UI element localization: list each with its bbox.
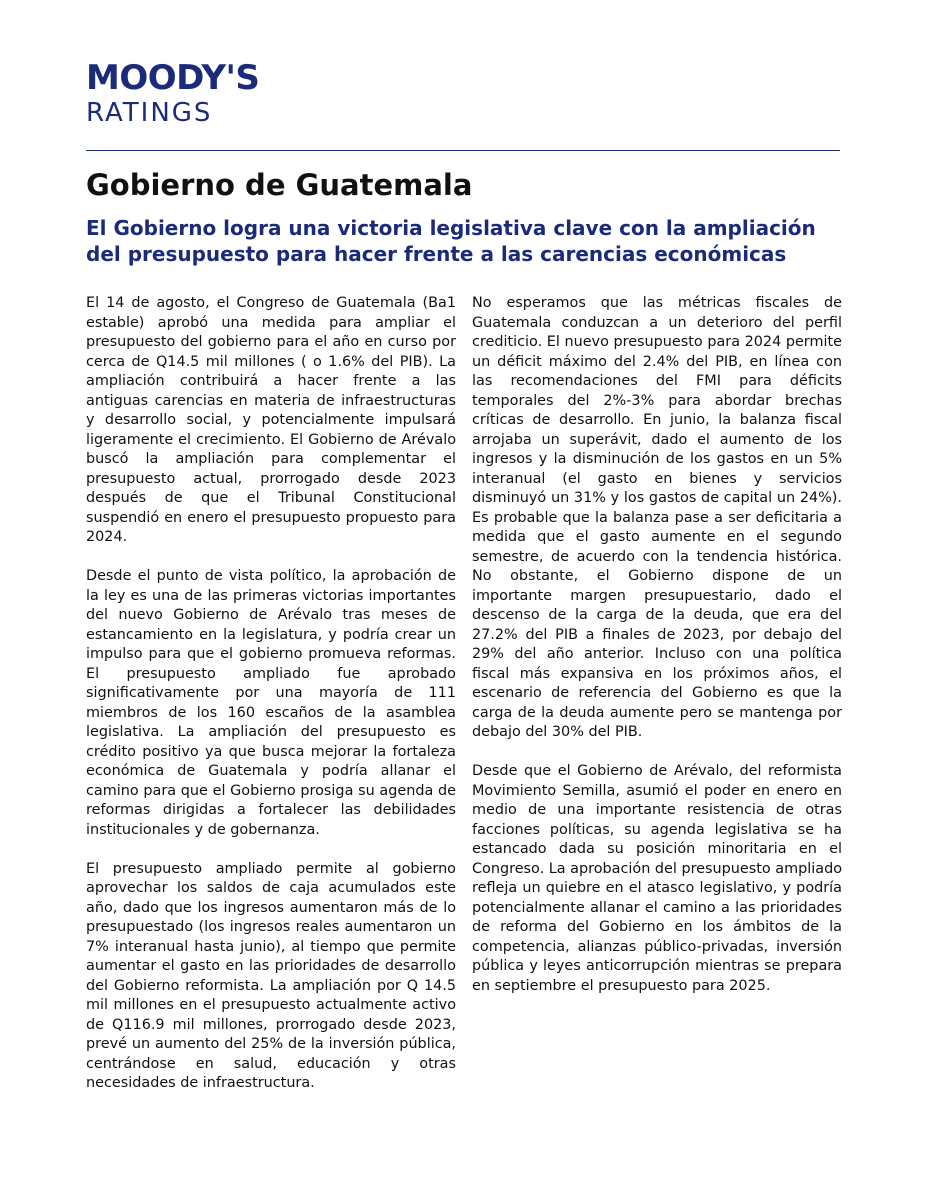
page-subtitle: El Gobierno logra una victoria legislativa clave con la ampliación del presupuesto para hacer frente a las carencias económicas: [86, 216, 816, 266]
body-paragraph: El presupuesto ampliado permite al gobierno aprovechar los saldos de caja acumulados este año, dado que los ingresos aumentaron más de lo presupuestado (los ingresos reales aumentaron un 7% interanual hasta junio), al tiempo que permite aumentar el gasto en las prioridades de desarrollo del Gobierno reformista. La ampliación por Q 14.5 mil millones en el presupuesto actualmente activo de Q116.9 mil millones, prorrogado desde 2023, prevé un aumento del 25% de la inversión pública, centrándose en salud, educación y otras necesidades de infraestructura.: [86, 860, 456, 1091]
logo-sub-text: RATINGS: [86, 98, 213, 128]
body-paragraph: Desde que el Gobierno de Arévalo, del reformista Movimiento Semilla, asumió el poder en enero en medio de una importante resistencia de otras facciones políticas, su agenda legislativa se ha estancado dada su posición minoritaria en el Congreso. La aprobación del presupuesto ampliado refleja un quiebre en el atasco legislativo, y podría potencialmente allanar el camino a las prioridades de reforma del Gobierno en los ámbitos de la competencia, alianzas público-privadas, inversión pública y leyes anticorrupción mientras se prepara en septiembre el presupuesto para 2025.: [472, 763, 843, 994]
moodys-ratings-logo: [86, 60, 259, 128]
body-paragraph: Desde el punto de vista político, la aprobación de la ley es una de las primeras victorias importantes del nuevo Gobierno de Arévalo tras meses de estancamiento en la legislatura, y podría crear un impulso para que el gobierno promueva reformas. El presupuesto ampliado fue aprobado significativamente por una mayoría de 111 miembros de los 160 escaños de la asamblea legislativa. La ampliación del presupuesto es crédito positivo ya que busca mejorar la fortaleza económica de Guatemala y podría allanar el camino para que el Gobierno prosiga su agenda de reformas dirigidas a fortalecer las debilidades institucionales y de gobernanza.: [86, 568, 456, 838]
left-column: [86, 294, 456, 1113]
header-divider: [86, 150, 840, 151]
body-paragraph: No esperamos que las métricas fiscales de Guatemala conduzcan a un deterioro del perfil crediticio. El nuevo presupuesto para 2024 permite un déficit máximo del 2.4% del PIB, en línea con las recomendaciones del FMI para déficits temporales del 2%-3% para abordar brechas críticas de desarrollo. En junio, la balanza fiscal arrojaba un superávit, dado el aumento de los ingresos y la disminución de los gastos en un 5% interanual (el gasto en bienes y servicios disminuyó un 31% y los gastos de capital un 24%). Es probable que la balanza pase a ser deficitaria a medida que el gasto aumente en el segundo semestre, de acuerdo con la tendencia histórica. No obstante, el Gobierno dispone de un importante margen presupuestario, dado el descenso de la carga de la deuda, que era del 27.2% del PIB a finales de 2023, por debajo del 29% del año anterior. Incluso con una política fiscal más expansiva en los próximos años, el escenario de referencia del Gobierno es que la carga de la deuda aumente pero se mantenga por debajo del 30% del PIB.: [472, 295, 842, 740]
logo-brand-text: MOODY'S: [86, 58, 260, 98]
page-title: Gobierno de Guatemala: [86, 168, 473, 202]
right-column: [472, 294, 842, 1016]
body-paragraph: El 14 de agosto, el Congreso de Guatemala (Ba1 estable) aprobó una medida para ampliar el presupuesto del gobierno para el año en curso por cerca de Q14.5 mil millones ( o 1.6% del PIB). La ampliación contribuirá a hacer frente a las antiguas carencias en materia de infraestructuras y desarrollo social, y potencialmente impulsará ligeramente el crecimiento. El Gobierno de Arévalo buscó la ampliación para complementar el presupuesto actual, prorrogado desde 2023 después de que el Tribunal Constitucional suspendió en enero el presupuesto propuesto para 2024.: [86, 295, 456, 545]
